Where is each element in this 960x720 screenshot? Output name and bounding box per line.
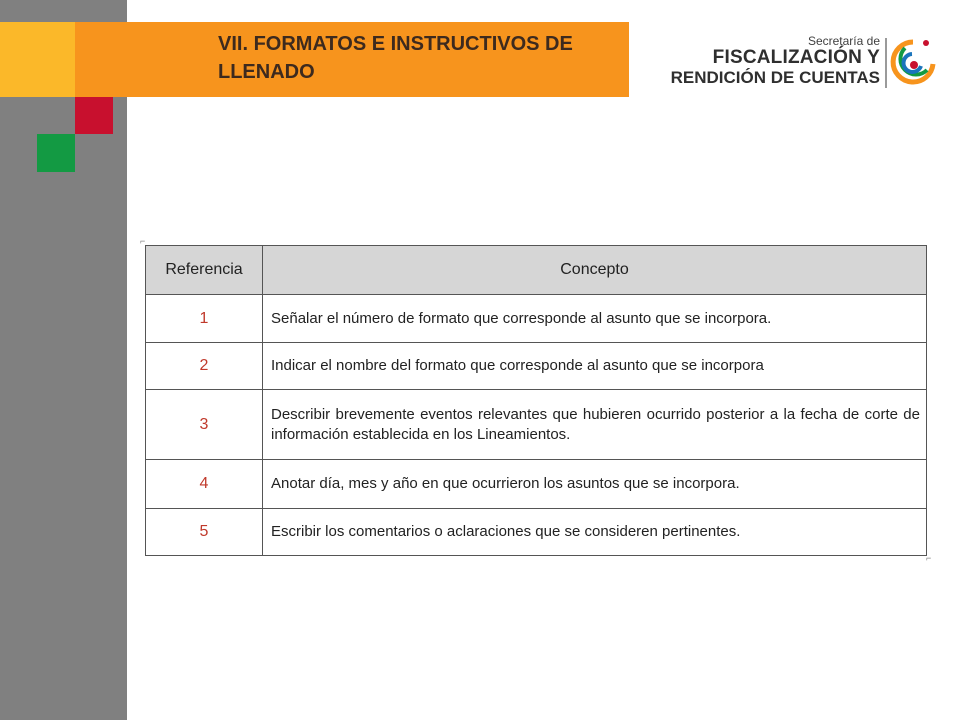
slide-title-line2: LLENADO xyxy=(218,61,315,83)
concept-cell: Señalar el número de formato que corresponde al asunto que se incorpora. xyxy=(263,295,927,343)
ref-cell: 3 xyxy=(146,390,263,460)
ref-cell: 4 xyxy=(146,460,263,509)
table-row xyxy=(146,390,927,460)
red-square xyxy=(75,97,113,134)
concept-cell: Indicar el nombre del formato que corresponde al asunto que se incorpora xyxy=(263,343,927,390)
green-square xyxy=(37,134,75,172)
corner-mark-right: ⌐ xyxy=(926,553,932,563)
yellow-square xyxy=(0,22,75,97)
corner-mark-left: ⌐ xyxy=(140,236,146,246)
concept-cell: Escribir los comentarios o aclaraciones que se consideren pertinentes. xyxy=(263,509,927,556)
table-row xyxy=(146,460,927,509)
concept-cell: Anotar día, mes y año en que ocurrieron los asuntos que se incorpora. xyxy=(263,460,927,509)
table-row xyxy=(146,343,927,390)
table-row xyxy=(146,509,927,556)
reference-table xyxy=(145,245,927,556)
ref-cell: 2 xyxy=(146,343,263,390)
table-row xyxy=(146,295,927,343)
sfrc-logo xyxy=(646,34,936,94)
logo-line2: RENDICIÓN DE CUENTAS xyxy=(670,68,880,87)
header-concepto: Concepto xyxy=(263,246,927,295)
sfrc-emblem-icon xyxy=(890,34,936,90)
slide-title-line1: VII. FORMATOS E INSTRUCTIVOS DE xyxy=(218,33,573,55)
slide-title xyxy=(218,30,628,86)
concept-cell: Describir brevemente eventos relevantes que hubieren ocurrido posterior a la fecha de corte de información establecida en los Lineamientos. xyxy=(263,390,927,460)
logo-divider xyxy=(885,38,887,88)
logo-line1: FISCALIZACIÓN Y xyxy=(712,47,880,68)
table-header-row xyxy=(146,246,927,295)
header-referencia: Referencia xyxy=(146,246,263,295)
logo-line-small: Secretaría de xyxy=(807,34,880,48)
ref-cell: 1 xyxy=(146,295,263,343)
ref-cell: 5 xyxy=(146,509,263,556)
